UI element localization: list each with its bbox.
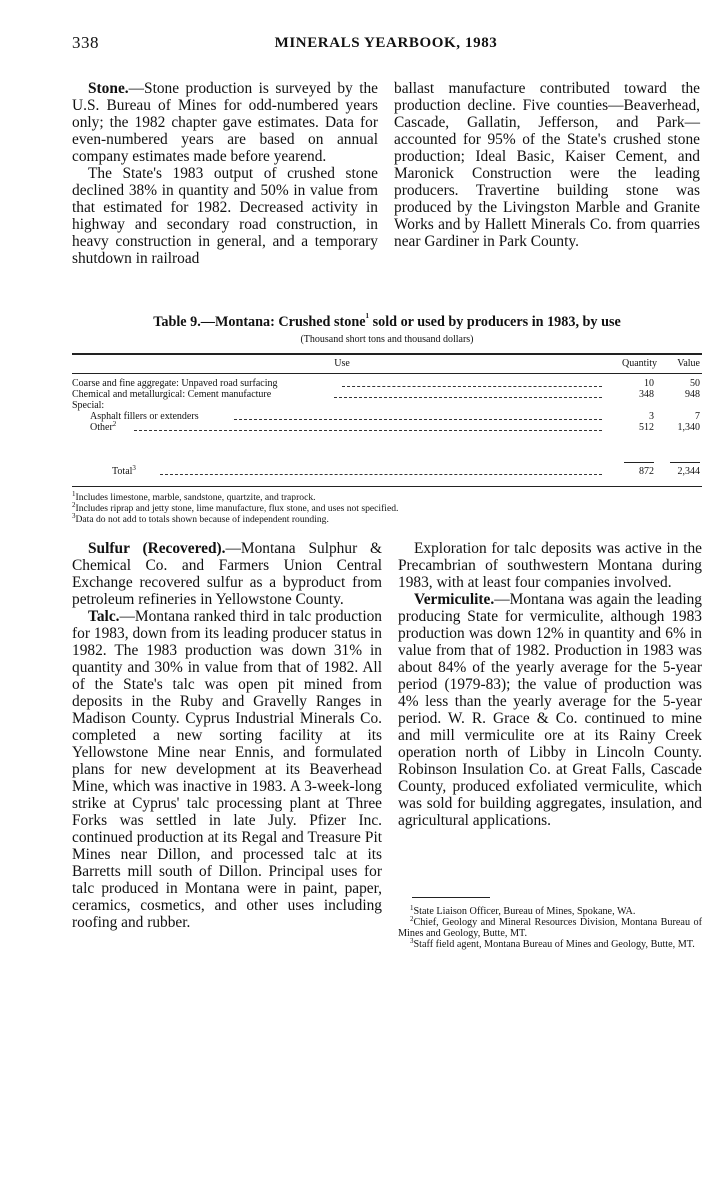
stone-paragraph-text: —Stone production is surveyed by the U.S. Bureau of Mines for odd-numbered years only; the 1982 chapter gave estimates. Data for even-numbered years are based on annual company estimates made before yearend.: [72, 80, 378, 165]
top-left-column: [72, 80, 378, 267]
table-header: [72, 353, 702, 374]
top-right-column: [394, 80, 700, 250]
sulfur-heading: Sulfur (Recovered).: [88, 540, 226, 557]
vermiculite-paragraph: Vermiculite.—Montana was again the leading producing State for vermiculite, although 1983 production was down 12% in quantity and 6% in value from that of 1982. Production in 1983 was about 84% of the yearly average for the 5-year period (1979-83); the value of production was 4% less than the yearly average for the 5-year period. W. R. Grace & Co. continued to mine and mill vermiculite ore at its Rainy Creek operation north of Libby in Lincoln County. Robinson Insulation Co. at Great Falls, Cascade County, produced exfoliated vermiculite, which was sold for building aggregates, insulation, and agricultural applications.: [398, 591, 702, 829]
author-footnote: $^3$Staff field agent, Montana Bureau of Mines and Geology, Butte, MT.: [410, 937, 695, 950]
table-subtitle: (Thousand short tons and thousand dollars): [300, 334, 474, 345]
exploration-paragraph: Exploration for talc deposits was active in the Precambrian of southwestern Montana during 1983, with at least four companies involved.: [398, 540, 702, 591]
author-footnote: $^2$Chief, Geology and Mineral Resources Division, Montana Bureau of Mines and Geology, Butte, MT.: [398, 915, 702, 939]
table-row: Special:: [72, 400, 105, 411]
column-header-value: Value: [677, 358, 700, 369]
table-footnote: $^2$Includes riprap and jetty stone, lime manufacture, flux stone, and uses not specified.: [72, 501, 399, 514]
author-footnotes: [398, 906, 702, 950]
running-title: MINERALS YEARBOOK, 1983: [274, 35, 498, 51]
stone-heading: Stone.: [88, 80, 129, 97]
table-footnote: $^1$Includes limestone, marble, sandstone, quartzite, and traprock.: [72, 490, 316, 503]
page-number: 338: [72, 33, 99, 52]
stone-continued-paragraph: ballast manufacture contributed toward the production decline. Five counties—Beaverhead, Cascade, Gallatin, Jefferson, and Park—accounted for 95% of the State's crushed stone production; Ideal Basic, Kaiser Cement, and Maronick Construction were the leading producers. Travertine building stone was produced by the Livingston Marble and Granite Works and by Hallett Minerals Co. from quarries near Gardiner in Park County.: [394, 80, 700, 250]
talc-heading: Talc.: [88, 608, 120, 625]
table-row: Coarse and fine aggregate: Unpaved road surfacing 10 50: [72, 378, 700, 389]
vermiculite-heading: Vermiculite.: [414, 591, 495, 608]
table-row: Chemical and metallurgical: Cement manufacture 348 948: [72, 389, 700, 400]
page-header: [72, 33, 700, 55]
table-row: Asphalt fillers or extenders 3 7: [90, 411, 700, 422]
author-footnote: $^1$State Liaison Officer, Bureau of Mines, Spokane, WA.: [410, 904, 636, 917]
column-header-quantity: Quantity: [622, 358, 657, 369]
table-9: [72, 312, 702, 525]
sulfur-paragraph: Sulfur (Recovered).—Montana Sulphur & Chemical Co. and Farmers Union Central Exchange recovered sulfur as a byproduct from petroleum refineries in Yellowstone County.: [72, 540, 382, 608]
footnote-rule: [412, 897, 490, 898]
table-row-total: Total$^3$ 872 2,344: [112, 464, 700, 477]
bottom-left-column: [72, 540, 382, 931]
bottom-right-column: [398, 540, 702, 829]
table-body: [72, 374, 702, 482]
table-row: Other$^2$ 512 1,340: [90, 420, 700, 433]
table-footnote: $^3$Data do not add to totals shown because of independent rounding.: [72, 512, 329, 525]
talc-paragraph: Talc.—Montana ranked third in talc production for 1983, down from its leading producer status in 1982. The 1983 production was down 31% in quantity and 30% in value from that of 1982. All of the State's talc was open pit mined from deposits in the Ruby and Gravelly Ranges in Madison County. Cyprus Industrial Minerals Co. completed a new sorting facility at its Yellowstone Mine near Ennis, and formulated plans for new development at its Beaverhead Mine, which was inactive in 1983. A 3-week-long strike at Cyprus' talc processing plant at Three Forks was settled in late July. Pfizer Inc. continued production at its Regal and Treasure Pit Mines near Dillon, and processed talc at its Barretts mill south of Dillon. Principal uses for talc produced in Montana were in paint, paper, ceramics, cosmetics, and other uses including roofing and rubber.: [72, 608, 382, 931]
column-header-use: Use: [334, 358, 350, 369]
stone-output-paragraph: The State's 1983 output of crushed stone declined 38% in quantity and 50% in value from that estimated for 1982. Decreased activity in highway and secondary road construction, in heavy construction in general, and a temporary shutdown in railroad: [72, 165, 378, 267]
table-footnotes: [72, 482, 702, 525]
stone-paragraph: [72, 80, 378, 165]
table-title: Table 9.—Montana: Crushed stone$^1$ sold or used by producers in 1983, by use: [153, 312, 621, 330]
